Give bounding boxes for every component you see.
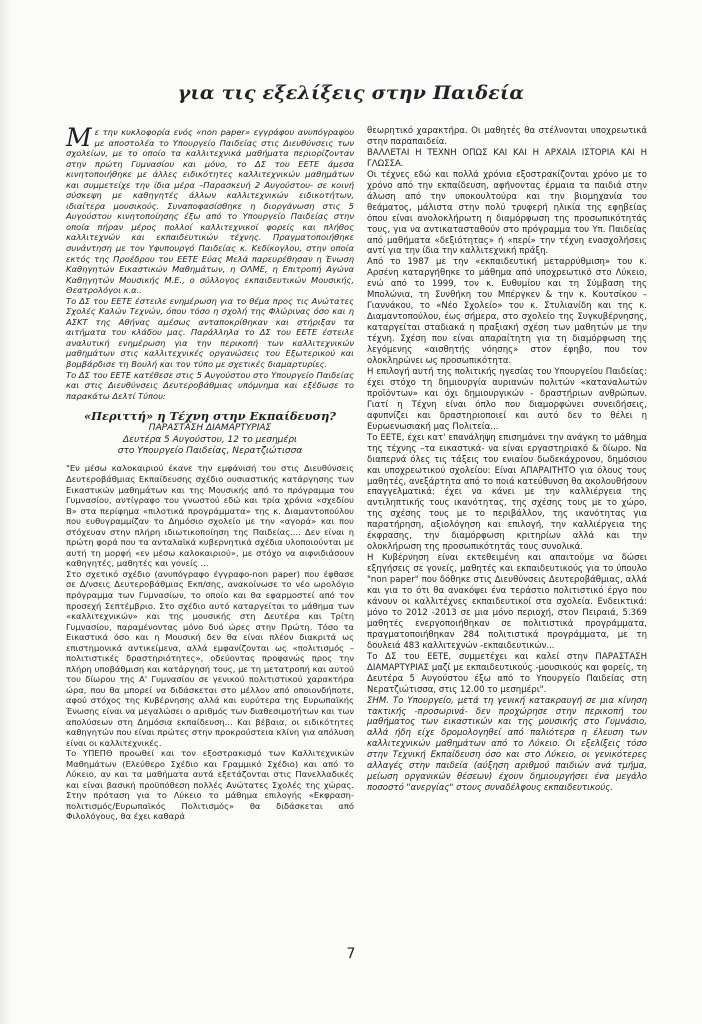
- page-title: για τις εξελίξεις στην Παιδεία: [177, 82, 525, 104]
- body-paragraph-1: "Εν μέσω καλοκαιριού έκανε την εμφάνισή του στις Διευθύνσεις Δευτεροβάθμιας Εκπαίδευσης σχέδιο ουσιαστικής κατάργησης των Εικαστικών μαθημάτων και της Μουσικής από το πρόγραμμα του Γυμνασίου, αντίγραφο του γνωστού εδώ και τρία χρόνια «σχεδίου Β» στα περίφημα «πιλοτικά προγράμματα» της κ. Διαμαντοπούλου που ευθυγραμμίζαν το Δημόσιο σχολείο με την «αγορά» και που στόχευαν στην πλήρη ιδιωτικοποίηση της Παιδείας.... Δεν είναι η πρώτη φορά που τα ανταλαϊκά κυβερνητικά σχέδια υλοποιούνται με αυτή τη μορφή «εν μέσω καλοκαιριού», με στόχο να αιφνιδιάσουν καθηγητές, μαθητές και γονείς ...: [66, 463, 354, 569]
- press-release-title: «Περιττή» η Τέχνη στην Εκπαίδευση?: [83, 409, 337, 424]
- press-release-line-3: στο Υπουργείο Παιδείας, Νερατζιώτισσα: [117, 446, 303, 457]
- right-paragraph-2: ΒΑΛΛΕΤΑΙ Η ΤΕΧΝΗ ΟΠΩΣ ΚΑΙ ΚΑΙ Η ΑΡΧΑΙΑ ΙΣΤΟΡΙΑ ΚΑΙ Η ΓΛΩΣΣΑ.: [367, 147, 647, 169]
- note-paragraph: ΣΗΜ. Το Υπουργείο, μετά τη γενική κατακραυγή σε μια κίνηση τακτικής -προσωρινά- δεν προχώρησε στην περικοπή του μαθήματος των εικαστικών και της μουσικής στο Γυμνάσιο, αλλά ήδη είχε δρομολογηθεί από παλιότερα η έλευση των καλλιτεχνικών μαθημάτων από το Λύκειο. Οι εξελίξεις τόσο στην Τεχνική Εκπαίδευση όσο και στο Λύκειο, οι γενικότερες αλλαγές στην παιδεία (αύξηση αριθμού παιδιών ανά τμήμα, μείωση οργανικών θέσεων) έχουν δημιουργήσει ένα μεγάλο ποσοστό "ανεργίας" στους συναδέλφους εκπαιδευτικούς.: [367, 695, 647, 794]
- body-paragraph-2: Στο σχετικό σχέδιο (ανυπόγραφο έγγραφο-non paper) που έφθασε σε Δ/νσεις Δευτεροβάθμιας Εκπ/σης, ανακοίνωσε το νέο ωρολόγιο πρόγραμμα των Γυμνασίων, το οποίο και θα εφαρμοστεί από τον προσεχή Σεπτέμβριο. Στο σχέδιο αυτό καταργείται το μάθημα των «καλλιτεχνικών» και της μουσικής στη Δευτέρα και Τρίτη Γυμνασίου, παραμένοντας μόνο δυό ώρες στην Πρώτη. Τόσο τα Εικαστικά όσο και η Μουσική δεν θα είναι πλέον διακριτά ως επιστημονικά αντικείμενα, αλλά εμφανίζονται ως «πολιτισμός –πολιτιστικές δραστηριότητες», οδεύοντας προφανώς προς την πλήρη υποβάθμιση και κατάργησή τους, με τη μετατροπή και αυτού του δίωρου της Α' Γυμνασίου σε γενικού πολιτιστικού χαρακτήρα ώρα, που θα μπορεί να διδάσκεται στο μέλλον από οποιονδήποτε, αφού στόχος της Κυβέρνησης αλλά και ευρύτερα της Ευρωπαϊκής Ένωσης είναι να μεγαλώσει ο αριθμός των διαθεσιμοτήτων και των απολύσεων στη Δημόσια εκπαίδευση... Και βέβαια, οι ειδικότητες καθηγητών που είναι πρώτες στην προκρούστεια κλίνη για απόλυση είναι οι καλλιτεχνικές.: [66, 568, 354, 748]
- press-release-line-2: Δευτέρα 5 Αυγούστου, 12 το μεσημέρι: [122, 434, 297, 445]
- right-paragraph-8: Το ΔΣ του ΕΕΤΕ, συμμετέχει και καλεί στην ΠΑΡΑΣΤΑΣΗ ΔΙΑΜΑΡΤΥΡΙΑΣ μαζί με εκπαιδευτικούς -μουσικούς και φορείς, τη Δευτέρα 5 Αυγούστου έξω από το Υπουργείο Παιδείας στη Νερατζιώτισσα, στις 12.00 το μεσημέρι".: [367, 651, 647, 695]
- intro-paragraph-2: Το ΔΣ του ΕΕΤΕ έστειλε ενημέρωση για το θέμα προς τις Ανώτατες Σχολές Καλών Τεχνών, όπου τόσο η σχολή της Φλώρινας όσο και η ΑΣΚΤ της Αθήνας αμέσως ανταποκρίθηκαν και στήριξαν τα αιτήματα του κλάδου μας. Παράλληλα το ΔΣ του ΕΕΤΕ έστειλε αναλυτική ενημέρωση για την περικοπή των καλλιτεχνικών μαθημάτων στις καλλιτεχνικές οργανώσεις του Εξωτερικού και βομβάρδισε τη Βουλή και τον τύπο με σχετικές διαμαρτυρίες.: [66, 295, 354, 370]
- body-paragraph-3: Το ΥΠΕΠΘ προωθεί και τον εξοστρακισμό των Καλλιτεχνικών Μαθημάτων (Ελεύθερο Σχέδιο και Γραμμικό Σχέδιο) και από το Λύκειο, αν και τα μαθήματα αυτά εξετάζονται στις Πανελλαδικές και είναι βασική προϋπόθεση πολλές Ανώτατες Σχολές της χώρας. Στην πρόταση για το Λύκειο το μάθημα επιλογής «Εκφραση-πολιτισμός/Ευρωπαϊκός Πολιτισμός» θα διδάσκεται από Φιλολόγους, θα έχει καθαρά: [66, 748, 354, 822]
- right-paragraph-6: Το ΕΕΤΕ, έχει κατ' επανάληψη επισημάνει την ανάγκη το μάθημα της τέχνης –τα εικαστικά- να είναι εργαστηριακό & δίωρο. Να διαπερνά όλες τις τάξεις του ενιαίου δωδεκάχρονου, δημόσιου και υποχρεωτικού σχολείου: Είναι ΑΠΑΡΑΙΤΗΤΟ για όλους τους μαθητές, ανεξάρτητα από το ποιά κατεύθυνση θα ακολουθήσουν επαγγελματικά: έχει να κάνει με την καλλιέργεια της αντιληπτικής τους ικανότητας, της σχέσης τους με το χώρο, της σχέσης τους με το περιβάλλον, της ικανότητας για παρατήρηση, αξιολόγηση και επιλογή, την καλλιέργεια της έκφρασης, την διαμόρφωση κριτηρίων αλλά και την ολοκλήρωση της προσωπικότητάς τους συνολικά.: [367, 432, 647, 553]
- right-paragraph-7: Η Κυβέρνηση είναι εκτεθειμένη και απαιτούμε να δώσει εξηγήσεις σε γονείς, μαθητές και εκπαιδευτικούς για το ύπουλο "non paper" που δόθηκε στις Διευθύνσεις Δευτεροβάθμιας, αλλά και για το ότι θα ανακόψει ένα τεράστιο πολιτιστικό έργο που κάνουν οι καλλιτέχνες εκπαιδευτικοί στα σχολεία. Ενδεικτικά: μόνο το 2012 -2013 σε μια μόνο περιοχή, στον Πειραιά, 5.369 μαθητές ενεργοποιήθηκαν σε πολιτιστικά προγράμματα, πραγματοποιήθηκαν 284 πολιτιστικά προγράμματα, με τη δουλειά 483 καλλιτεχνών -εκπαιδευτικών...: [367, 553, 647, 651]
- left-column: [66, 123, 354, 822]
- right-paragraph-4: Από το 1987 με την «εκπαιδευτική μεταρρύθμιση» του κ. Αρσένη καταργήθηκε το μάθημα από υποχρεωτικό στο Λύκειο, ενώ από το 1999, τον κ. Ευθυμίου και τη Σύμβαση της Μπολώνια, τη Συνθήκη του Μπέργκεν & την κ. Κουτσίκου – Γιαννάκου, το «Νέο Σχολείο» του κ. Στυλιανίδη και της κ. Διαμαντοπούλου, έως σήμερα, στο σχολείο της Συγκυβέρνησης, καταργείται σταδιακά η πραξιακή σχέση των μαθητών με την τέχνη. Σχέση που είναι απαραίτητη για τη διαμόρφωση της λεγόμενης «αισθητής νόησης» στον έφηβο, που τον ολοκληρώνει ως προσωπικότητα.: [367, 257, 647, 367]
- right-paragraph-3: Οι τέχνες εδώ και πολλά χρόνια εξοστρακίζονται χρόνο με το χρόνο από την εκπαίδευση, αφήνοντας έρμαια τα παιδιά στην άλωση από την υποκουλτούρα και την βιομηχανία του θεάματος, μάλιστα στην πολύ τρυφερή ηλικία της εφηβείας όπου είναι ανολοκλήρωτη η διαμόρφωση της προσωπικότητάς τους, για να αντικατασταθούν στο πρόγραμμα του Υπ. Παιδείας από μαθήματα «δεξιότητας» ή «περί» την τέχνη ενασχολήσεις αντί για την ίδια την καλλιτεχνική πράξη.: [367, 169, 647, 257]
- page-number: 7: [346, 946, 356, 962]
- drop-cap: Μ: [66, 123, 92, 152]
- press-release-line-1: ΠΑΡΑΣΤΑΣΗ ΔΙΑΜΑΡΤΥΡΙΑΣ: [148, 423, 272, 434]
- intro-paragraph-1-text: ε την κυκλοφορία ενός «non paper» εγγράφου ανυπόγραφου με αποστολέα το Υπουργείο Παιδείας στις Διευθύνσεις των σχολείων, με το οποίο τα καλλιτεχνικά μαθήματα περιορίζονταν στην πρώτη Γυμνασίου και μόνο, το ΔΣ του ΕΕΤΕ άμεσα κινητοποιήθηκε με άλλες ειδικότητες καλλιτεχνικών μαθημάτων και συμμετείχε την ίδια μέρα –Παρασκευή 2 Αυγούστου- σε κοινή σύσκεψη με καθηγητές άλλων καλλιτεχνικών ειδικοτήτων, ιδιαίτερα μουσικούς. Συναποφασίσθηκε η διοργάνωση στις 5 Αυγούστου κινητοποίησης έξω από το Υπουργείο Παιδείας στην οποία πήραν μέρος πολλοί καλλιτεχνικοί φορείς και πλήθος καλλιτεχνών και εκπαιδευτικών τέχνης. Πραγματοποιήθηκε συνάντηση με τον Υφυπουργό Παιδείας κ. Κεδίκογλου, στην οποία εκτός της Προέδρου του ΕΕΤΕ Εύας Μελά παρευρέθησαν η Ένωση Καθηγητών Εικαστικών Μαθημάτων, η ΟΛΜΕ, η Επιτροπή Αγώνα Καθηγητών Μουσικής Μ.Ε., ο σύλλογος εκπαιδευτικών Μουσικής, Θεατρολόγοι κ.α..: [66, 127, 354, 296]
- right-column: [367, 126, 647, 794]
- page-fold-shadow: [0, 0, 10, 1024]
- intro-paragraph-3: Το ΔΣ του ΕΕΤΕ κατέθεσε στις 5 Αυγούστου στο Υπουργείο Παιδείας και στις Διευθύνσεις Δευτεροβάθμιας υπόμνημα και εξέδωσε το παρακάτω Δελτί Τύπου:: [66, 369, 354, 401]
- right-paragraph-1: θεωρητικό χαρακτήρα. Οι μαθητές θα στέλνονται υποχρεωτικά στην παραπαιδεία.: [367, 126, 647, 147]
- right-paragraph-5: Η επιλογή αυτή της πολιτικής ηγεσίας του Υπουργείου Παιδείας: έχει στόχο τη δημιουργία αυριανών πολιτών «καταναλωτών προϊόντων» και όχι δημιουργικών - δραστήριων ανθρώπων. Γιατί η Τέχνη είναι όπλο που διαμορφώνει συνειδήσεις, αφυπνίζει και δραστηριοποιεί και αυτό δεν το θέλει η Ευρωενωσιακή μας Πολιτεία...: [367, 366, 647, 432]
- intro-paragraph-1: [66, 123, 354, 296]
